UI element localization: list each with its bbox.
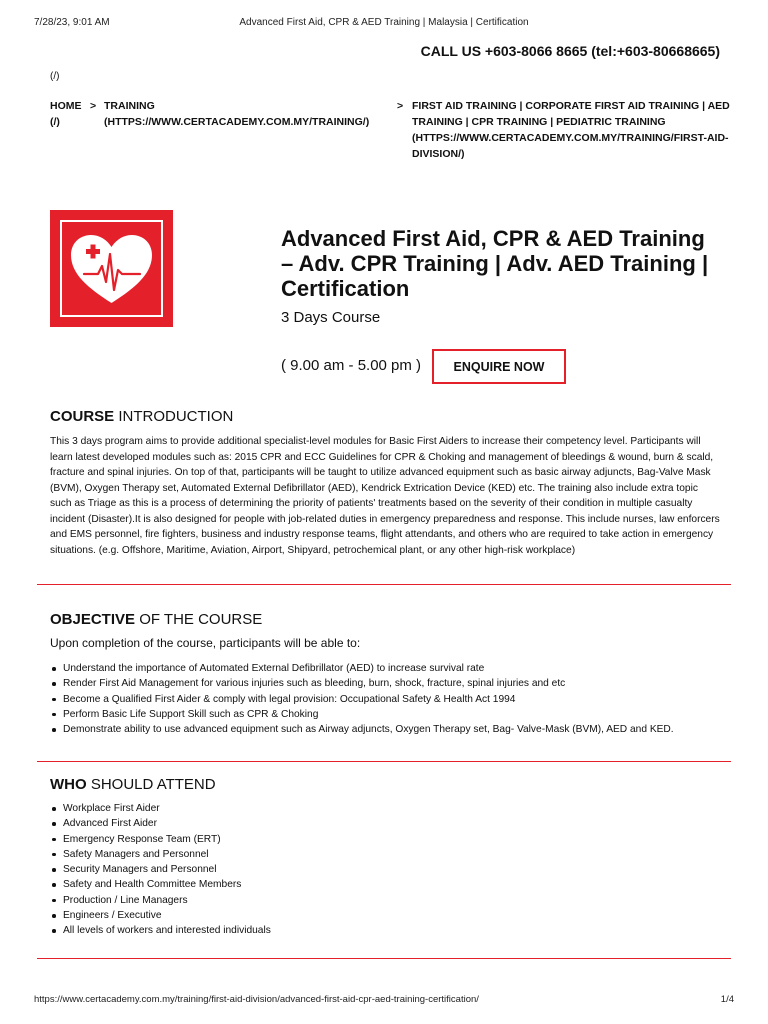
objective-item: Understand the importance of Automated External Defibrillator (AED) to increase survival rate	[63, 661, 730, 676]
objective-heading: OBJECTIVE OF THE COURSE	[50, 611, 263, 628]
attendee-item: Safety and Health Committee Members	[63, 877, 730, 892]
print-header	[34, 17, 734, 31]
attendee-item: Emergency Response Team (ERT)	[63, 832, 730, 847]
course-introduction-text: This 3 days program aims to provide additional specialist-level modules for Basic First Aiders to increase their competency level. Participants will learn latest developed modules such as: 2015 CPR and ECC Guidelines for CPR & Choking and management of bleedings & wound, burn & scald, fracture and spinal injuries. On top of that, participants will be taught to utilize advanced equipment such as basic airway adjuncts, Bag-Valve Mask (BVM), Oxygen Therapy set, Automated External Defibrillator (AED), Kendrick Extrication Device (KED) etc. The training also include extra topic such as Triage as this is a process of determining the priority of patients' treatments based on the severity of their condition in multiple casualty incident (Disaster).It is also designed for people with job-related duties in emergency preparedness and response. This include nurses, law enforcers and EMS personnel, fire fighters, business and industry response teams, flight attendants, and others who are required to take action in emergency situations. (e.g. Offshore, Maritime, Aviation, Airport, Shipyard, petrochemical plant, or any other high-risk workplace)	[50, 436, 720, 556]
attendee-item: Production / Line Managers	[63, 893, 730, 908]
page-number: 1/4	[720, 994, 734, 1005]
breadcrumb-separator: >	[397, 100, 404, 112]
print-datetime: 7/28/23, 9:01 AM	[34, 17, 110, 28]
breadcrumb-home[interactable]: HOME (/)	[50, 100, 82, 128]
objective-item: Render First Aid Management for various injuries such as bleeding, burn, shock, fracture, spinal injuries and etc	[63, 676, 730, 691]
attendee-item: Advanced First Aider	[63, 816, 730, 831]
section-divider	[37, 761, 731, 762]
section-divider	[37, 958, 731, 959]
course-duration: 3 Days Course	[281, 309, 381, 326]
home-logo-link[interactable]: (/)	[50, 71, 60, 82]
enquire-now-button[interactable]: ENQUIRE NOW	[432, 349, 566, 384]
objective-item: Become a Qualified First Aider & comply with legal provision: Occupational Safety & Health Act 1994	[63, 692, 730, 707]
attendee-item: All levels of workers and interested individuals	[63, 923, 730, 938]
breadcrumb-separator: >	[90, 100, 97, 112]
heart-heartbeat-cross-icon	[50, 210, 173, 327]
who-should-attend-heading: WHO SHOULD ATTEND	[50, 776, 216, 793]
objective-list	[50, 661, 730, 737]
course-title: Advanced First Aid, CPR & AED Training – Adv. CPR Training | Adv. AED Training | Certification	[281, 226, 709, 301]
breadcrumb-training[interactable]: TRAINING (HTTPS://WWW.CERTACADEMY.COM.MY/TRAINING/)	[104, 100, 370, 128]
attendee-item: Security Managers and Personnel	[63, 862, 730, 877]
attendee-item: Workplace First Aider	[63, 801, 730, 816]
objective-lead: Upon completion of the course, participants will be able to:	[50, 636, 361, 650]
course-introduction-heading: COURSE INTRODUCTION	[50, 408, 234, 425]
attendee-item: Engineers / Executive	[63, 908, 730, 923]
page-url: https://www.certacademy.com.my/training/first-aid-division/advanced-first-aid-cpr-aed-training-certification/	[34, 994, 479, 1005]
section-divider	[37, 584, 731, 585]
who-should-attend-list	[50, 801, 730, 939]
print-page-title: Advanced First Aid, CPR & AED Training | Malaysia | Certification	[239, 17, 529, 28]
call-us-link[interactable]: CALL US +603-8066 8665 (tel:+603-80668665)	[420, 43, 720, 59]
course-time: ( 9.00 am - 5.00 pm )	[281, 357, 422, 374]
objective-item: Demonstrate ability to use advanced equipment such as Airway adjuncts, Oxygen Therapy set, Bag- Valve-Mask (BVM), AED and KED.	[63, 722, 730, 737]
objective-item: Perform Basic Life Support Skill such as CPR & Choking	[63, 707, 730, 722]
breadcrumb-current[interactable]: FIRST AID TRAINING | CORPORATE FIRST AID TRAINING | AED TRAINING | CPR TRAINING | PEDIATRIC TRAINING (HTTPS://WWW.CERTACADEMY.COM.MY/TRAINING/FIRST-AID-DIVISION/)	[412, 100, 730, 160]
print-footer	[34, 994, 734, 1008]
course-logo	[50, 210, 173, 327]
attendee-item: Safety Managers and Personnel	[63, 847, 730, 862]
